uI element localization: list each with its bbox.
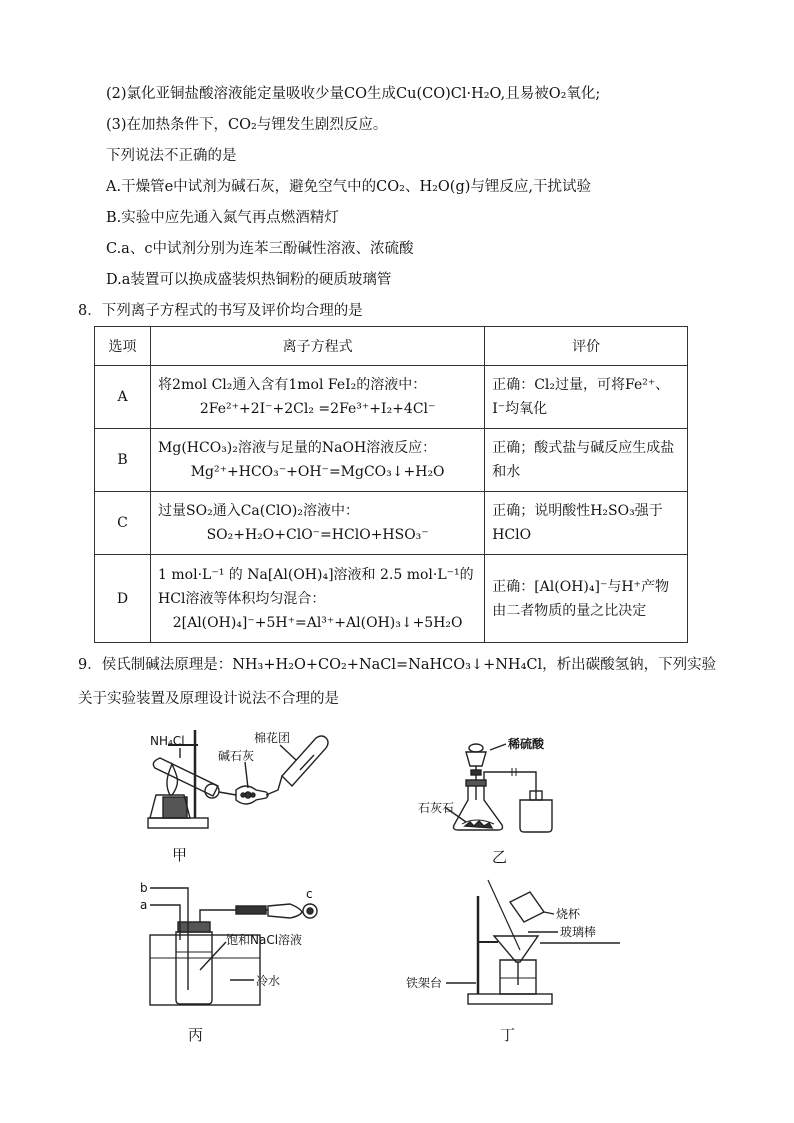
equation-description: 将2mol Cl₂通入含有1mol FeI₂的溶液中： [158,377,427,393]
q8-stem: 8．下列离子方程式的书写及评价均合理的是 [78,303,363,319]
label-a: a [140,898,148,912]
caption-ding: 丁 [500,1026,516,1044]
figure-yi [418,736,552,866]
test-tube [153,758,218,796]
condition-3: (3)在加热条件下，CO₂与锂发生剧烈反应。 [106,117,388,133]
q9-stem-line1: 9．侯氏制碱法原理是：NH₃+H₂O+CO₂+NaCl=NaHCO₃↓+NH₄Cl，析出碳酸氢钠，下列实验 [78,657,717,673]
q9-stem-line2: 关于实验装置及原理设计说法不合理的是 [78,691,339,707]
tube-b [150,888,188,990]
header-evaluation: 评价 [485,327,688,366]
equation-description: 1 mol·L⁻¹ 的 Na[Al(OH)₄]溶液和 2.5 mol·L⁻¹的HCl溶液等体积均匀混合： [158,566,474,607]
caption-jia: 甲 [172,846,188,864]
separatory-funnel [466,752,486,766]
row-evaluation: 正确：[Al(OH)₄]⁻与H⁺产物由二者物质的量之比决定 [485,555,688,643]
row-evaluation: 正确：Cl₂过量，可将Fe²⁺、I⁻均氧化 [485,366,688,429]
equation-formula: SO₂+H₂O+ClO⁻=HClO+HSO₃⁻ [206,527,429,543]
q7-prompt: 下列说法不正确的是 [106,148,237,164]
stand-base [148,818,208,828]
q7-option-d: D.a装置可以换成盛装炽热铜粉的硬质玻璃管 [106,272,392,288]
q7-option-c: C.a、c中试剂分别为连苯三酚碱性溶液、浓硫酸 [106,241,414,257]
gas-bottle [520,800,552,832]
row-evaluation: 正确；说明酸性H₂SO₃强于HClO [485,492,688,555]
label-c: c [306,887,313,901]
label-limestone: 石灰石 [418,801,455,815]
row-option: B [95,429,151,492]
label-beaker: 烧杯 [556,907,581,921]
equation-formula: Mg²⁺+HCO₃⁻+OH⁻=MgCO₃↓+H₂O [190,464,445,480]
drying-tube-c [268,904,302,918]
q7-option-a: A.干燥管e中试剂为碱石灰，避免空气中的CO₂、H₂O(g)与锂反应,干扰试验 [106,179,592,195]
stand-base [468,994,552,1004]
label-stand: 铁架台 [406,976,443,990]
figure-jia [148,730,328,864]
equation-formula: 2Fe²⁺+2I⁻+2Cl₂ =2Fe³⁺+I₂+4Cl⁻ [199,401,436,417]
row-option: D [95,555,151,643]
equation-description: 过量SO₂通入Ca(ClO)₂溶液中： [158,503,359,519]
q7-option-b: B.实验中应先通入氮气再点燃酒精灯 [106,210,339,226]
header-option: 选项 [95,327,151,366]
figure-bing [140,881,317,1044]
condition-2: (2)氯化亚铜盐酸溶液能定量吸收少量CO生成Cu(CO)Cl·H₂O,且易被O₂氧化; [106,86,601,102]
row-option: A [95,366,151,429]
label-b: b [140,881,148,895]
label-acid: 稀硫酸 [508,737,545,751]
glass-rod [488,880,520,950]
equation-formula: 2[Al(OH)₄]⁻+5H⁺=Al³⁺+Al(OH)₃↓+5H₂O [172,614,463,631]
label-water: 冷水 [256,974,281,988]
lamp-support [163,797,187,818]
figure-ding [406,880,620,1044]
header-equation: 离子方程式 [151,327,485,366]
row-option: C [95,492,151,555]
stopper [178,922,210,932]
pouring-beaker [510,892,544,922]
label-sodalime: 碱石灰 [218,749,255,763]
caption-yi: 乙 [492,848,508,866]
flame-icon [167,764,178,795]
reaction-bottle [176,932,212,1004]
label-nh4cl: NH₄Cl [150,734,185,748]
label-cotton: 棉花团 [254,731,291,745]
label-rod: 玻璃棒 [560,925,597,939]
caption-bing: 丙 [188,1026,204,1044]
equation-description: Mg(HCO₃)₂溶液与足量的NaOH溶液反应： [158,440,437,456]
label-nacl: 饱和NaCl溶液 [226,933,303,947]
row-evaluation: 正确；酸式盐与碱反应生成盐和水 [485,429,688,492]
